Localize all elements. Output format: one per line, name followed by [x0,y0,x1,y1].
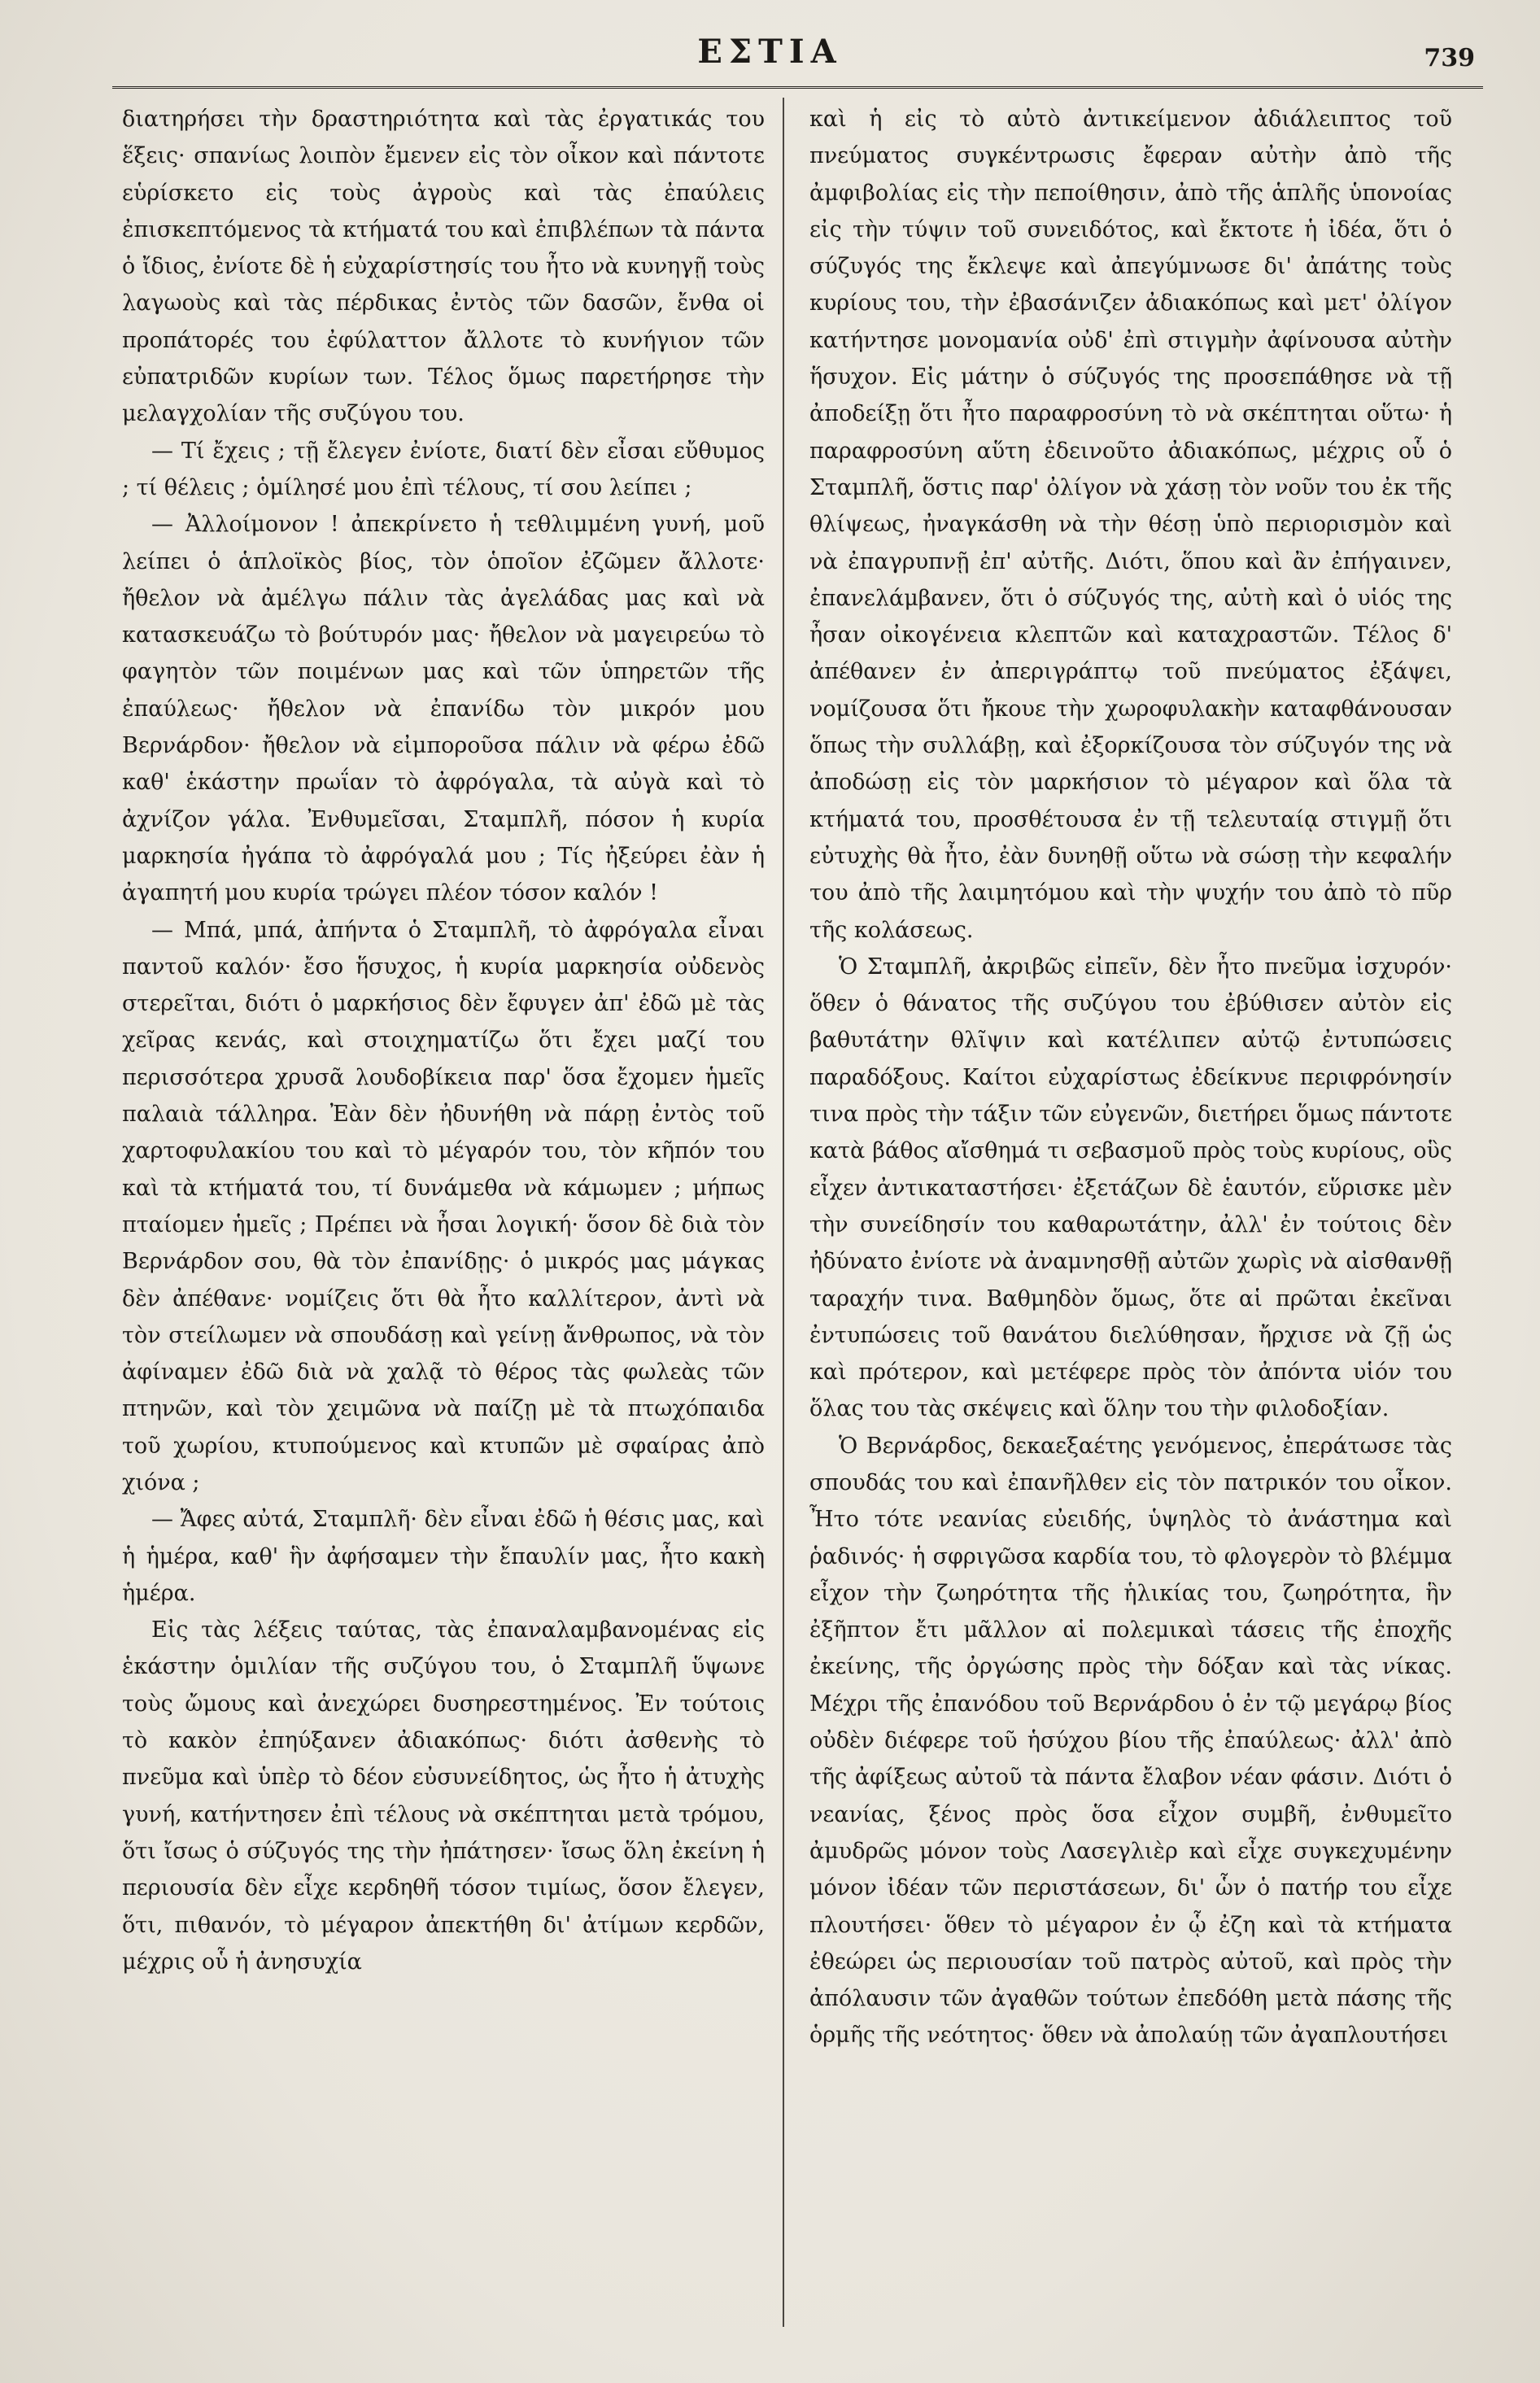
header-rule [112,86,1483,89]
column-divider [783,98,784,2327]
paragraph: Εἰς τὰς λέξεις ταύτας, τὰς ἐπαναλαμβανομένας εἰς ἑκάστην ὁμιλίαν τῆς συζύγου του, ὁ Σταμπλῆ ὕψωνε τοὺς ὤμους καὶ ἀνεχώρει δυσηρεστημένος. Ἐν τούτοις τὸ κακὸν ἐπηύξανεν ἀδιακόπως· διότι ἀσθενὴς τὸ πνεῦμα καὶ ὑπὲρ τὸ δέον εὐσυνείδητος, ὡς ἦτο ἡ ἀτυχὴς γυνή, κατήντησεν ἐπὶ τέλους νὰ σκέπτηται μετὰ τρόμου, ὅτι ἴσως ὁ σύζυγός της τὴν ἠπάτησεν· ἴσως ὅλη ἐκείνη ἡ περιουσία δὲν εἶχε κερδηθῆ τόσον τιμίως, ὅσον ἔλεγεν, ὅτι, πιθανόν, τὸ μέγαρον ἀπεκτήθη δι' ἀτίμων κερδῶν, μέχρις οὗ ἡ ἀνησυχία [122,1617,765,1975]
paragraph: καὶ ἡ εἰς τὸ αὐτὸ ἀντικείμενον ἀδιάλειπτος τοῦ πνεύματος συγκέντρωσις ἔφεραν αὐτὴν ἀπὸ τῆς ἀμφιβολίας εἰς τὴν πεποίθησιν, ἀπὸ τῆς ἁπλῆς ὑπονοίας εἰς τὴν τύψιν τοῦ συνειδότος, καὶ ἔκτοτε ἡ ἰδέα, ὅτι ὁ σύζυγός της ἔκλεψε καὶ ἀπεγύμνωσε δι' ἀπάτης τοὺς κυρίους του, τὴν ἐβασάνιζεν ἀδιακόπως καὶ μετ' ὀλίγον κατήντησε μονομανία οὐδ' ἐπὶ στιγμὴν ἀφίνουσα αὐτὴν ἥσυχον. Εἰς μάτην ὁ σύζυγός της προσεπάθησε νὰ τῇ ἀποδείξῃ ὅτι ἦτο παραφροσύνη τὸ νὰ σκέπτηται οὕτω· ἡ παραφροσύνη αὕτη ἐδεινοῦτο ἀδιακόπως, μέχρις οὗ ὁ Σταμπλῆ, ὅστις παρ' ὀλίγον νὰ χάσῃ τὸν νοῦν του ἐκ τῆς θλίψεως, ἠναγκάσθη νὰ τὴν θέσῃ ὑπὸ περιορισμὸν καὶ νὰ ἐπαγρυπνῇ ἐπ' αὐτῆς. Διότι, ὅπου καὶ ἂν ἐπήγαινεν, ἐπανελάμβανεν, ὅτι ὁ σύζυγός της, αὐτὴ καὶ ὁ υἱός της ἦσαν οἰκογένεια κλεπτῶν καὶ καταχραστῶν. Τέλος δ' ἀπέθανεν ἐν ἀπεριγράπτῳ τοῦ πνεύματος ἐξάψει, νομίζουσα ὅτι ἤκουε τὴν χωροφυλακὴν καταφθάνουσαν ὅπως τὴν συλλάβῃ, καὶ ἐξορκίζουσα τὸν σύζυγόν της νὰ ἀποδώσῃ εἰς τὸν μαρκήσιον τὸ μέγαρον καὶ ὅλα τὰ κτήματά του, προσθέτουσα ἐν τῇ τελευταίᾳ στιγμῇ ὅτι εὐτυχὴς θὰ ἦτο, ἐὰν δυνηθῇ οὕτω νὰ σώσῃ τὴν κεφαλήν του ἀπὸ τῆς λαιμητόμου καὶ τὴν ψυχήν του ἀπὸ τὸ πῦρ τῆς κολάσεως. [809,107,1452,943]
paragraph: Ὁ Βερνάρδος, δεκαεξαέτης γενόμενος, ἐπεράτωσε τὰς σπουδάς του καὶ ἐπανῆλθεν εἰς τὸν πατρικόν του οἶκον. Ἦτο τότε νεανίας εὐειδής, ὑψηλὸς τὸ ἀνάστημα καὶ ῥαδινός· ἡ σφριγῶσα καρδία του, τὸ φλογερὸν τὸ βλέμμα εἶχον τὴν ζωηρότητα τῆς ἡλικίας του, ζωηρότητα, ἣν ἐξῆπτον ἔτι μᾶλλον αἱ πολεμικαὶ τάσεις τῆς ἐποχῆς ἐκείνης, τῆς ὀργώσης πρὸς τὴν δόξαν καὶ τὰς νίκας. Μέχρι τῆς ἐπανόδου τοῦ Βερνάρδου ὁ ἐν τῷ μεγάρῳ βίος οὐδὲν διέφερε τοῦ ἡσύχου βίου τῆς ἐπαύλεως· ἀλλ' ἀπὸ τῆς ἀφίξεως αὐτοῦ τὰ πάντα ἔλαβον νέαν φάσιν. Διότι ὁ νεανίας, ξένος πρὸς ὅσα εἶχον συμβῆ, ἐνθυμεῖτο ἀμυδρῶς μόνον τοὺς Λασεγλιὲρ καὶ εἶχε συγκεχυμένην μόνον ἰδέαν τῶν περιστάσεων, δι' ὧν ὁ πατήρ του εἶχε πλουτήσει· ὅθεν τὸ μέγαρον ἐν ᾧ ἐζη καὶ τὰ κτήματα ἐθεώρει ὡς περιουσίαν τοῦ πατρὸς αὐτοῦ, καὶ πρὸς τὴν ἀπόλαυσιν τῶν ἀγαθῶν τούτων ἐπεδόθη μετὰ πάσης τῆς ὁρμῆς τῆς νεότητος· ὅθεν νὰ ἀπολαύῃ τῶν ἀγαπλουτήσει [809,1433,1452,2049]
page-number: 739 [1424,44,1475,72]
paragraph: Ὁ Σταμπλῆ, ἀκριβῶς εἰπεῖν, δὲν ἦτο πνεῦμα ἰσχυρόν· ὅθεν ὁ θάνατος τῆς συζύγου του ἐβύθισεν αὐτὸν εἰς βαθυτάτην θλῖψιν καὶ κατέλιπεν αὐτῷ ἐντυπώσεις παραδόξους. Καίτοι εὐχαρίστως ἐδείκνυε περιφρόνησίν τινα πρὸς τὴν τάξιν τῶν εὐγενῶν, διετήρει ὅμως πάντοτε κατὰ βάθος αἴσθημά τι σεβασμοῦ πρὸς τοὺς κυρίους, οὓς εἶχεν ἀντικαταστήσει· ἐξετάζων δὲ ἑαυτόν, εὕρισκε μὲν τὴν συνείδησίν του καθαρωτάτην, ἀλλ' ἐν τούτοις δὲν ἠδύνατο ἐνίοτε νὰ ἀναμνησθῇ αὐτῶν χωρὶς νὰ αἰσθανθῇ ταραχήν τινα. Βαθμηδὸν ὅμως, ὅτε αἱ πρῶται ἐκεῖναι ἐντυπώσεις τοῦ θανάτου διελύθησαν, ἤρχισε νὰ ζῇ ὡς καὶ πρότερον, καὶ μετέφερε πρὸς τὸν ἀπόντα υἱόν του ὅλας του τὰς σκέψεις καὶ ὅλην του τὴν φιλοδοξίαν. [809,954,1452,1422]
page-header [0,28,1540,85]
paragraph: — Τί ἔχεις ; τῇ ἔλεγεν ἐνίοτε, διατί δὲν εἶσαι εὔθυμος ; τί θέλεις ; ὁμίλησέ μου ἐπὶ τέλους, τί σου λείπει ; [122,438,765,500]
right-column [809,101,1452,2314]
paragraph: — Ἄφες αὐτά, Σταμπλῆ· δὲν εἶναι ἐδῶ ἡ θέσις μας, καὶ ἡ ἡμέρα, καθ' ἣν ἀφήσαμεν τὴν ἔπαυλίν μας, ἦτο κακὴ ἡμέρα. [122,1507,765,1606]
paragraph: — Μπά, μπά, ἀπήντα ὁ Σταμπλῆ, τὸ ἀφρόγαλα εἶναι παντοῦ καλόν· ἔσο ἥσυχος, ἡ κυρία μαρκησία οὐδενὸς στερεῖται, διότι ὁ μαρκήσιος δὲν ἔφυγεν ἀπ' ἐδῶ μὲ τὰς χεῖρας κενάς, καὶ στοιχηματίζω ὅτι ἔχει μαζί του περισσότερα χρυσᾶ λουδοβίκεια παρ' ὅσα ἔχομεν ἡμεῖς παλαιὰ τάλληρα. Ἐὰν δὲν ἠδυνήθη νὰ πάρῃ ἐντὸς τοῦ χαρτοφυλακίου του καὶ τὸ μέγαρόν του, τὸν κῆπόν του καὶ τὰ κτήματά του, τί δυνάμεθα νὰ κάμωμεν ; μήπως πταίομεν ἡμεῖς ; Πρέπει νὰ ἦσαι λογική· ὅσον δὲ διὰ τὸν Βερνάρδον σου, θὰ τὸν ἐπανίδῃς· ὁ μικρός μας μάγκας δὲν ἀπέθανε· νομίζεις ὅτι θὰ ἦτο καλλίτερον, ἀντὶ νὰ τὸν στείλωμεν νὰ σπουδάσῃ καὶ γείνῃ ἄνθρωπος, νὰ τὸν ἀφίναμεν ἐδῶ διὰ νὰ χαλᾷ τὸ θέρος τὰς φωλεὰς τῶν πτηνῶν, καὶ τὸν χειμῶνα νὰ παίζῃ μὲ τὰ πτωχόπαιδα τοῦ χωρίου, κτυπούμενος καὶ κτυπῶν μὲ σφαίρας ἀπὸ χιόνα ; [122,917,765,1495]
journal-title: ΕΣΤΙΑ [697,33,843,71]
left-column [122,101,765,2314]
paragraph: διατηρήσει τὴν δραστηριότητα καὶ τὰς ἐργατικάς του ἕξεις· σπανίως λοιπὸν ἔμενεν εἰς τὸν οἶκον καὶ πάντοτε εὑρίσκετο εἰς τοὺς ἀγροὺς καὶ τὰς ἐπαύλεις ἐπισκεπτόμενος τὰ κτήματά του καὶ ἐπιβλέπων τὰ πάντα ὁ ἴδιος, ἐνίοτε δὲ ἡ εὐχαρίστησίς του ἦτο νὰ κυνηγῇ τοὺς λαγωοὺς καὶ τὰς πέρδικας ἐντὸς τῶν δασῶν, ἔνθα οἱ προπάτορές του ἐφύλαττον ἄλλοτε τὸ κυνήγιον τῶν εὐπατριδῶν κυρίων των. Τέλος ὅμως παρετήρησε τὴν μελαγχολίαν τῆς συζύγου του. [122,107,765,427]
paragraph: — Ἀλλοίμονον ! ἀπεκρίνετο ἡ τεθλιμμένη γυνή, μοῦ λείπει ὁ ἁπλοϊκὸς βίος, τὸν ὁποῖον ἐζῶμεν ἄλλοτε· ἤθελον νὰ ἀμέλγω πάλιν τὰς ἀγελάδας μας καὶ νὰ κατασκευάζω τὸ βούτυρόν μας· ἤθελον νὰ μαγειρεύω τὸ φαγητὸν τῶν ποιμένων μας καὶ τῶν ὑπηρετῶν τῆς ἐπαύλεως· ἤθελον νὰ ἐπανίδω τὸν μικρόν μου Βερνάρδον· ἤθελον νὰ εἰμποροῦσα πάλιν νὰ φέρω ἐδῶ καθ' ἑκάστην πρωΐαν τὸ ἀφρόγαλα, τὰ αὐγὰ καὶ τὸ ἀχνίζον γάλα. Ἐνθυμεῖσαι, Σταμπλῆ, πόσον ἡ κυρία μαρκησία ἠγάπα τὸ ἀφρόγαλά μου ; Τίς ἠξεύρει ἐὰν ἡ ἀγαπητή μου κυρία τρώγει πλέον τόσον καλόν ! [122,512,765,906]
